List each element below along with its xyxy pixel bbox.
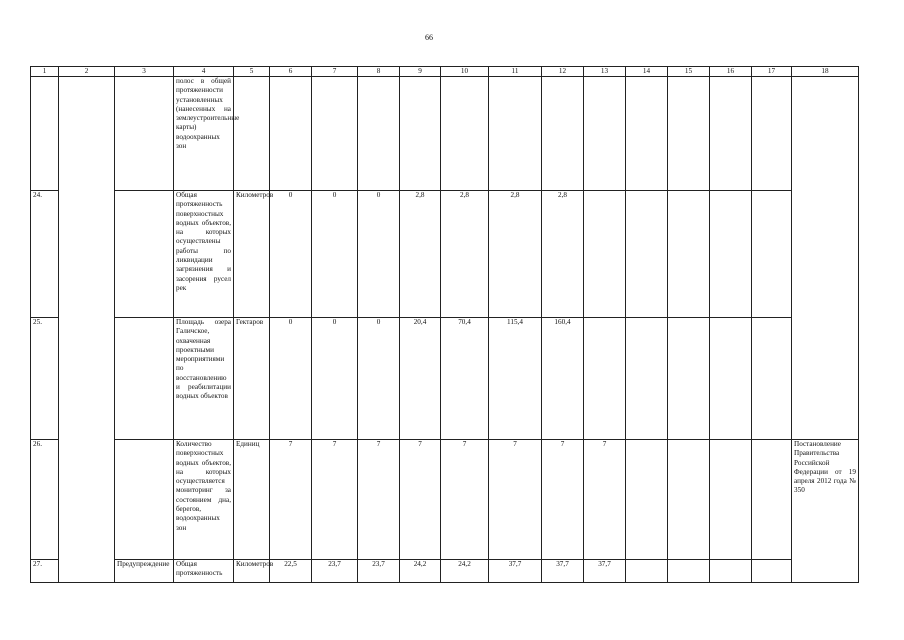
value-cell xyxy=(312,77,358,191)
empty-cell xyxy=(626,560,668,583)
value-cell xyxy=(358,77,400,191)
header-cell: 4 xyxy=(174,67,234,77)
empty-cell xyxy=(752,560,792,583)
empty-cell xyxy=(626,318,668,440)
note-cell: Постановление Правительства Российской Федерации от 19 апреля 2012 года № 350 xyxy=(792,440,859,583)
header-cell: 5 xyxy=(234,67,270,77)
empty-cell xyxy=(668,440,710,560)
unit-cell: Километров xyxy=(234,560,270,583)
indicator-description: полос в общей протяженности установленных (нанесенных на землеустроительные карты) водоохранных зон xyxy=(174,77,234,191)
value-cell: 23,7 xyxy=(312,560,358,583)
header-cell: 9 xyxy=(400,67,441,77)
empty-cell xyxy=(710,440,752,560)
value-cell: 160,4 xyxy=(542,318,584,440)
row-number: 25. xyxy=(31,318,59,440)
row-number: 24. xyxy=(31,191,59,318)
table-row xyxy=(31,560,859,583)
empty-cell xyxy=(752,318,792,440)
header-cell: 12 xyxy=(542,67,584,77)
value-cell: 24,2 xyxy=(400,560,441,583)
value-cell xyxy=(489,77,542,191)
unit-cell: Гектаров xyxy=(234,318,270,440)
empty-cell xyxy=(626,77,668,191)
value-cell: 37,7 xyxy=(542,560,584,583)
value-cell: 7 xyxy=(441,440,489,560)
header-cell: 10 xyxy=(441,67,489,77)
row-number: 27. xyxy=(31,560,59,583)
activity-cell xyxy=(115,191,174,318)
value-cell: 7 xyxy=(400,440,441,560)
table-row xyxy=(31,318,859,440)
empty-cell xyxy=(752,77,792,191)
header-cell: 13 xyxy=(584,67,626,77)
header-cell: 14 xyxy=(626,67,668,77)
header-cell: 2 xyxy=(59,67,115,77)
value-cell: 7 xyxy=(542,440,584,560)
empty-cell xyxy=(626,440,668,560)
value-cell: 37,7 xyxy=(584,560,626,583)
value-cell xyxy=(400,77,441,191)
empty-cell xyxy=(626,191,668,318)
header-cell: 18 xyxy=(792,67,859,77)
note-cell-empty xyxy=(792,77,859,440)
header-cell: 16 xyxy=(710,67,752,77)
value-cell xyxy=(270,77,312,191)
value-cell: 20,4 xyxy=(400,318,441,440)
table-row xyxy=(31,191,859,318)
value-cell xyxy=(441,77,489,191)
value-cell: 0 xyxy=(312,318,358,440)
value-cell: 115,4 xyxy=(489,318,542,440)
empty-cell xyxy=(668,560,710,583)
header-cell: 1 xyxy=(31,67,59,77)
value-cell: 0 xyxy=(270,191,312,318)
empty-cell xyxy=(710,77,752,191)
value-cell: 2,8 xyxy=(489,191,542,318)
header-cell: 3 xyxy=(115,67,174,77)
value-cell: 24,2 xyxy=(441,560,489,583)
page-number: 66 xyxy=(425,33,433,42)
activity-cell xyxy=(115,77,174,191)
unit-cell: Километров xyxy=(234,191,270,318)
header-row xyxy=(31,67,859,77)
indicator-description: Общая протяженность поверхностных водных объектов, на которых осуществлены работы по ликвидации загрязнения и засорения русел рек xyxy=(174,191,234,318)
value-cell xyxy=(584,191,626,318)
value-cell: 2,8 xyxy=(542,191,584,318)
indicator-description: Общая протяженность xyxy=(174,560,234,583)
empty-cell xyxy=(710,318,752,440)
table-row xyxy=(31,77,859,191)
value-cell xyxy=(584,318,626,440)
value-cell: 2,8 xyxy=(441,191,489,318)
value-cell: 7 xyxy=(358,440,400,560)
empty-cell xyxy=(752,191,792,318)
value-cell: 7 xyxy=(584,440,626,560)
value-cell: 7 xyxy=(312,440,358,560)
value-cell: 0 xyxy=(358,318,400,440)
indicator-description: Площадь озера Галичское, охваченная проектными мероприятиями по восстановлению и реабилитации водных объектов xyxy=(174,318,234,440)
activity-cell xyxy=(115,440,174,560)
empty-cell xyxy=(668,77,710,191)
empty-cell xyxy=(668,191,710,318)
unit-cell xyxy=(234,77,270,191)
value-cell: 0 xyxy=(358,191,400,318)
value-cell: 7 xyxy=(489,440,542,560)
header-cell: 15 xyxy=(668,67,710,77)
header-cell: 17 xyxy=(752,67,792,77)
value-cell: 22,5 xyxy=(270,560,312,583)
indicator-description: Количество поверхностных водных объектов, на которых осуществляется мониторинг за состоянием дна, берегов, водоохранных зон xyxy=(174,440,234,560)
value-cell: 2,8 xyxy=(400,191,441,318)
empty-cell xyxy=(710,560,752,583)
value-cell: 37,7 xyxy=(489,560,542,583)
empty-cell xyxy=(668,318,710,440)
value-cell: 0 xyxy=(270,318,312,440)
column-2-merged-cell xyxy=(59,77,115,583)
value-cell: 7 xyxy=(270,440,312,560)
activity-cell xyxy=(115,318,174,440)
empty-cell xyxy=(710,191,752,318)
row-number: 26. xyxy=(31,440,59,560)
value-cell xyxy=(584,77,626,191)
value-cell: 70,4 xyxy=(441,318,489,440)
value-cell: 23,7 xyxy=(358,560,400,583)
header-cell: 7 xyxy=(312,67,358,77)
value-cell xyxy=(542,77,584,191)
header-cell: 8 xyxy=(358,67,400,77)
header-cell: 6 xyxy=(270,67,312,77)
header-cell: 11 xyxy=(489,67,542,77)
table-row xyxy=(31,440,859,560)
value-cell: 0 xyxy=(312,191,358,318)
unit-cell: Единиц xyxy=(234,440,270,560)
indicators-table xyxy=(30,66,859,583)
activity-cell: Предупреждение xyxy=(115,560,174,583)
row-number xyxy=(31,77,59,191)
empty-cell xyxy=(752,440,792,560)
